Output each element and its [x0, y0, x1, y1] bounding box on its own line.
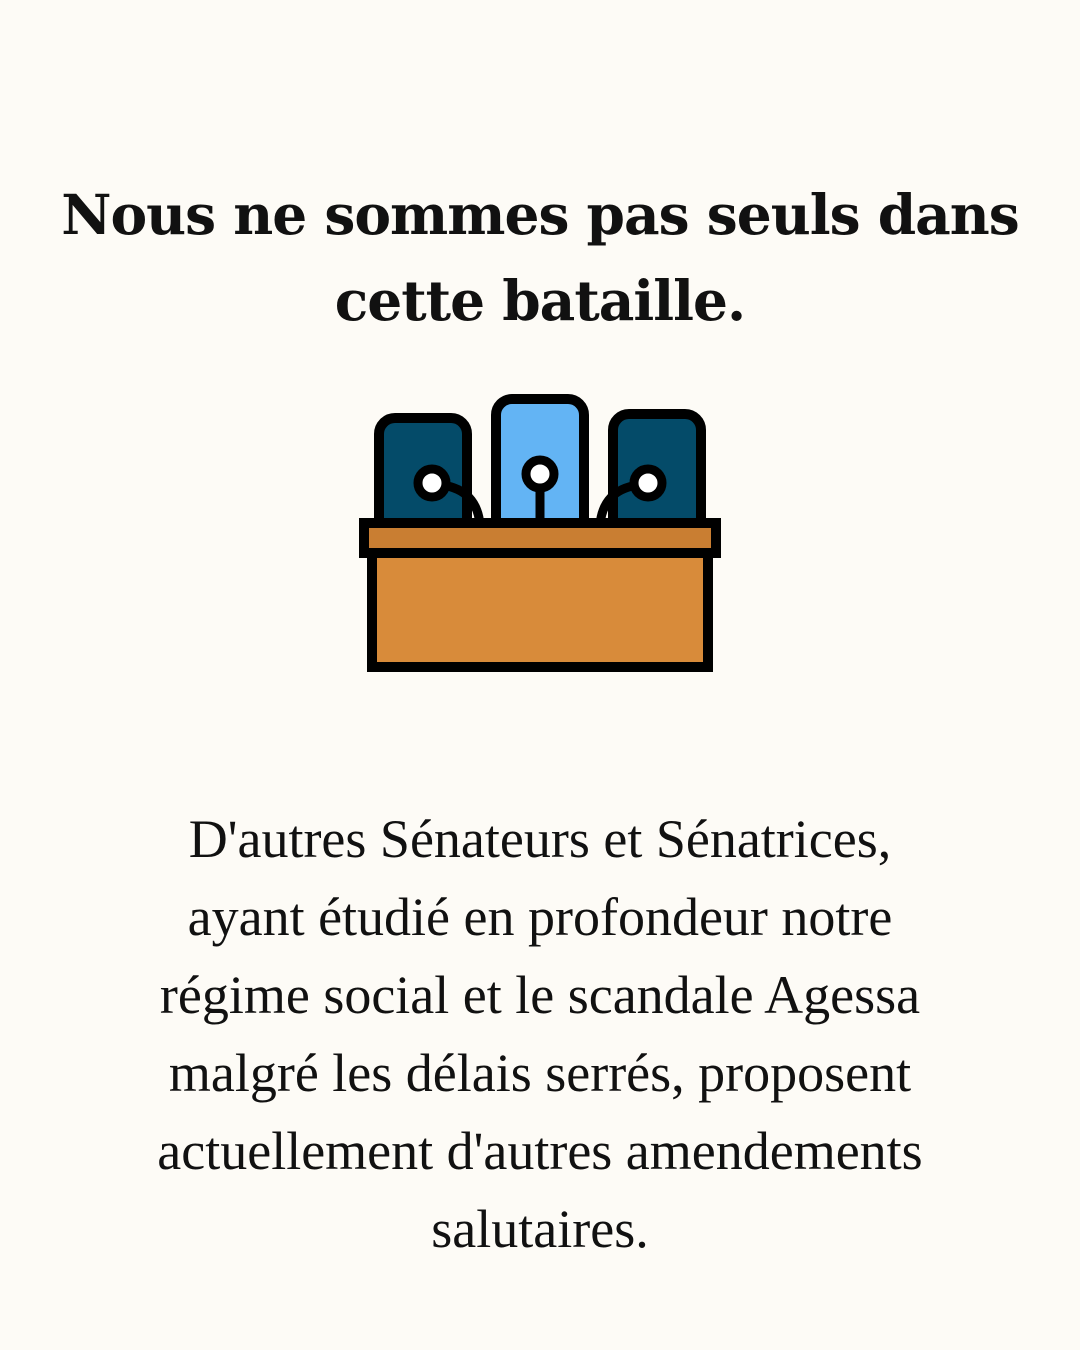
title-line-1: Nous ne sommes pas seuls dans	[61, 182, 1019, 247]
desk-top-shape	[364, 523, 716, 553]
senate-desk-microphones-icon	[355, 390, 725, 680]
desk-front-shape	[372, 547, 708, 667]
body-line-3: régime social et le scandale Agessa	[159, 965, 921, 1025]
body-line-4: malgré les délais serrés, proposent	[168, 1043, 912, 1103]
body-paragraph	[60, 800, 1020, 1268]
body-line-1: D'autres Sénateurs et Sénatrices,	[188, 809, 892, 869]
body-line-5: actuellement d'autres amendements	[157, 1121, 923, 1181]
left-mic-head	[418, 469, 446, 497]
title-line-2: cette bataille.	[334, 268, 746, 333]
body-line-2: ayant étudié en profondeur notre	[187, 887, 893, 947]
middle-mic-head	[526, 460, 554, 488]
body-line-6: salutaires.	[431, 1199, 649, 1259]
page-title	[60, 172, 1020, 344]
right-mic-head	[634, 469, 662, 497]
